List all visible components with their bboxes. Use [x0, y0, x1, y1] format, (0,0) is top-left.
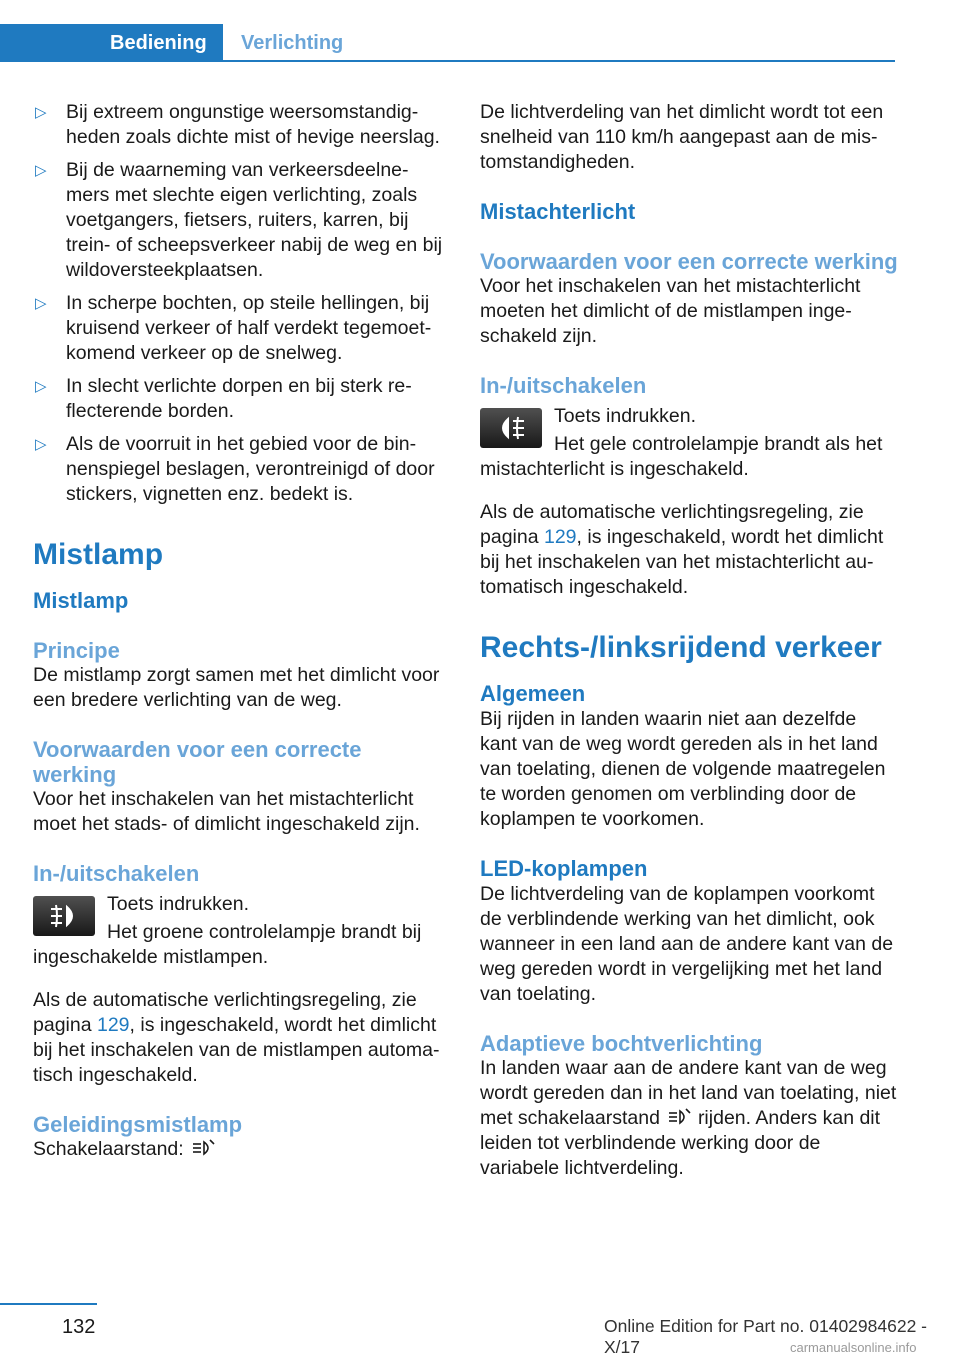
principe-text: De mistlamp zorgt samen met het dimlicht voor een bredere verlichting van de weg.: [33, 664, 440, 711]
led-text: De lichtverdeling van de koplampen voorkomt de verblindende werking van het dimlicht, ook wanneer in een land aan de andere kant van de weg gereden wordt in vergelijking met het land van toelating.: [480, 883, 894, 1005]
button-result-text: Het groene controlelampje brandt bij ingeschakelde mistlampen.: [33, 921, 422, 968]
subsection-title-mistlamp: Mistlamp: [33, 588, 129, 613]
edition-label: Online Edition for Part no. 01402984622 - X/17: [604, 1316, 927, 1357]
button-result-right-text: Het gele controlelampje brandt als het mistachterlicht is ingeschakeld.: [480, 433, 883, 480]
heading-in-uitschakelen-right: In-/uitschakelen: [480, 373, 647, 398]
section-title-rechts-links: Rechts-/linksrijdend verkeer: [480, 631, 882, 664]
triangle-bullet-icon: ▷: [35, 162, 47, 179]
heading-principe: Principe: [33, 638, 120, 663]
triangle-bullet-icon: ▷: [35, 104, 47, 121]
triangle-bullet-icon: ▷: [35, 436, 47, 453]
algemeen-text: Bij rijden in landen waarin niet aan dezelfde kant van de weg wordt gereden als in het land van toelating, dienen de volgende maatregelen te worden genomen om verblinding door de koplampen te voorkomen.: [480, 708, 886, 830]
rear-fog-button-image: [480, 408, 542, 448]
fog-light-button-image: [33, 896, 95, 936]
list-item: ▷ In scherpe bochten, op steile hellingen, bij kruisend verkeer of half verdekt tegemoet-komend verkeer op de snelweg.: [35, 292, 432, 364]
heading-adaptieve: Adaptieve bochtverlichting: [480, 1031, 763, 1056]
voorwaarden-text: Voor het inschakelen van het mistachterlicht moet het stads- of dimlicht ingeschakeld zijn.: [33, 788, 420, 835]
auto-light-text: Als de automatische verlichtingsregeling, zie pagina 129, is ingeschakeld, wordt het dimlicht bij het inschakelen van de mistlampen automa-tisch ingeschakeld.: [33, 989, 440, 1086]
page-link-129[interactable]: 129: [96, 1014, 130, 1036]
page-number: 132: [62, 1316, 96, 1338]
conditions-list: [33, 100, 448, 507]
intro-text: De lichtverdeling van het dimlicht wordt tot een snelheid van 110 km/h aangepast aan de mis-tomstandigheden.: [480, 101, 884, 173]
right-column: [480, 100, 898, 1181]
footer-divider: [0, 1303, 97, 1305]
voorwaarden-right-text: Voor het inschakelen van het mistachterlicht moeten het dimlicht of de mistlampen inge-schakeld zijn.: [480, 275, 861, 347]
header-divider: [223, 60, 895, 62]
adaptief-text: In landen waar aan de andere kant van de weg wordt gereden dan in het land van toelating, niet met schakelaarstand rijden. Anders kan dit leiden tot verblindende werking door de variabele lichtverdeling.: [480, 1057, 897, 1179]
list-item: ▷ In slecht verlichte dorpen en bij sterk re-flecterende borden.: [35, 375, 412, 422]
rear-fog-button-row: [480, 404, 898, 454]
subsection-title-led: LED-koplampen: [480, 856, 648, 881]
button-instruction-right: Toets indrukken.: [554, 405, 696, 427]
section-title-mistlamp: Mistlamp: [33, 538, 164, 571]
auto-light-right-text: Als de automatische verlichtingsregeling, zie pagina 129, is ingeschakeld, wordt het dimlicht bij het inschakelen van het mistachterlicht au-tomatisch ingeschakeld.: [480, 501, 884, 598]
headlight-switch-icon: [666, 1107, 692, 1127]
subsection-title-algemeen: Algemeen: [480, 681, 586, 706]
geleiding-text: Schakelaarstand:: [33, 1137, 448, 1162]
list-item: ▷ Als de voorruit in het gebied voor de bin-nenspiegel beslagen, verontreinigd of door stickers, vignetten enz. bedekt is.: [35, 433, 435, 505]
triangle-bullet-icon: ▷: [35, 378, 47, 395]
heading-geleidingsmistlamp: Geleidingsmistlamp: [33, 1112, 243, 1137]
front-fog-lamp-icon: [33, 896, 95, 936]
page-link-129-right[interactable]: 129: [543, 526, 577, 548]
heading-in-uitschakelen: In-/uitschakelen: [33, 861, 200, 886]
fog-light-button-row: [33, 892, 448, 942]
headlight-switch-icon: [190, 1138, 216, 1158]
list-item: ▷ Bij extreem ongunstige weersomstandig-heden zoals dichte mist of hevige neerslag.: [35, 101, 440, 148]
tab-verlichting[interactable]: Verlichting: [241, 32, 344, 54]
button-instruction: Toets indrukken.: [107, 893, 249, 915]
rear-fog-lamp-icon: [480, 408, 542, 448]
watermark: carmanualsonline.info: [790, 1340, 917, 1355]
heading-voorwaarden-right: Voorwaarden voor een correcte werking: [480, 249, 898, 274]
tab-bediening[interactable]: Bediening: [0, 24, 223, 62]
triangle-bullet-icon: ▷: [35, 295, 47, 312]
left-column: [33, 100, 448, 1162]
subsection-title-mistachterlicht: Mistachterlicht: [480, 199, 636, 224]
heading-voorwaarden: Voorwaarden voor een correcte werking: [33, 737, 362, 787]
header-tabs: [0, 24, 895, 62]
list-item: ▷ Bij de waarneming van verkeersdeelne-mers met slechte eigen verlichting, zoals voetgangers, fietsers, ruiters, karren, bij trein- of scheepsverkeer nabij de weg en bij wildoversteekplaatsen.: [35, 159, 443, 281]
